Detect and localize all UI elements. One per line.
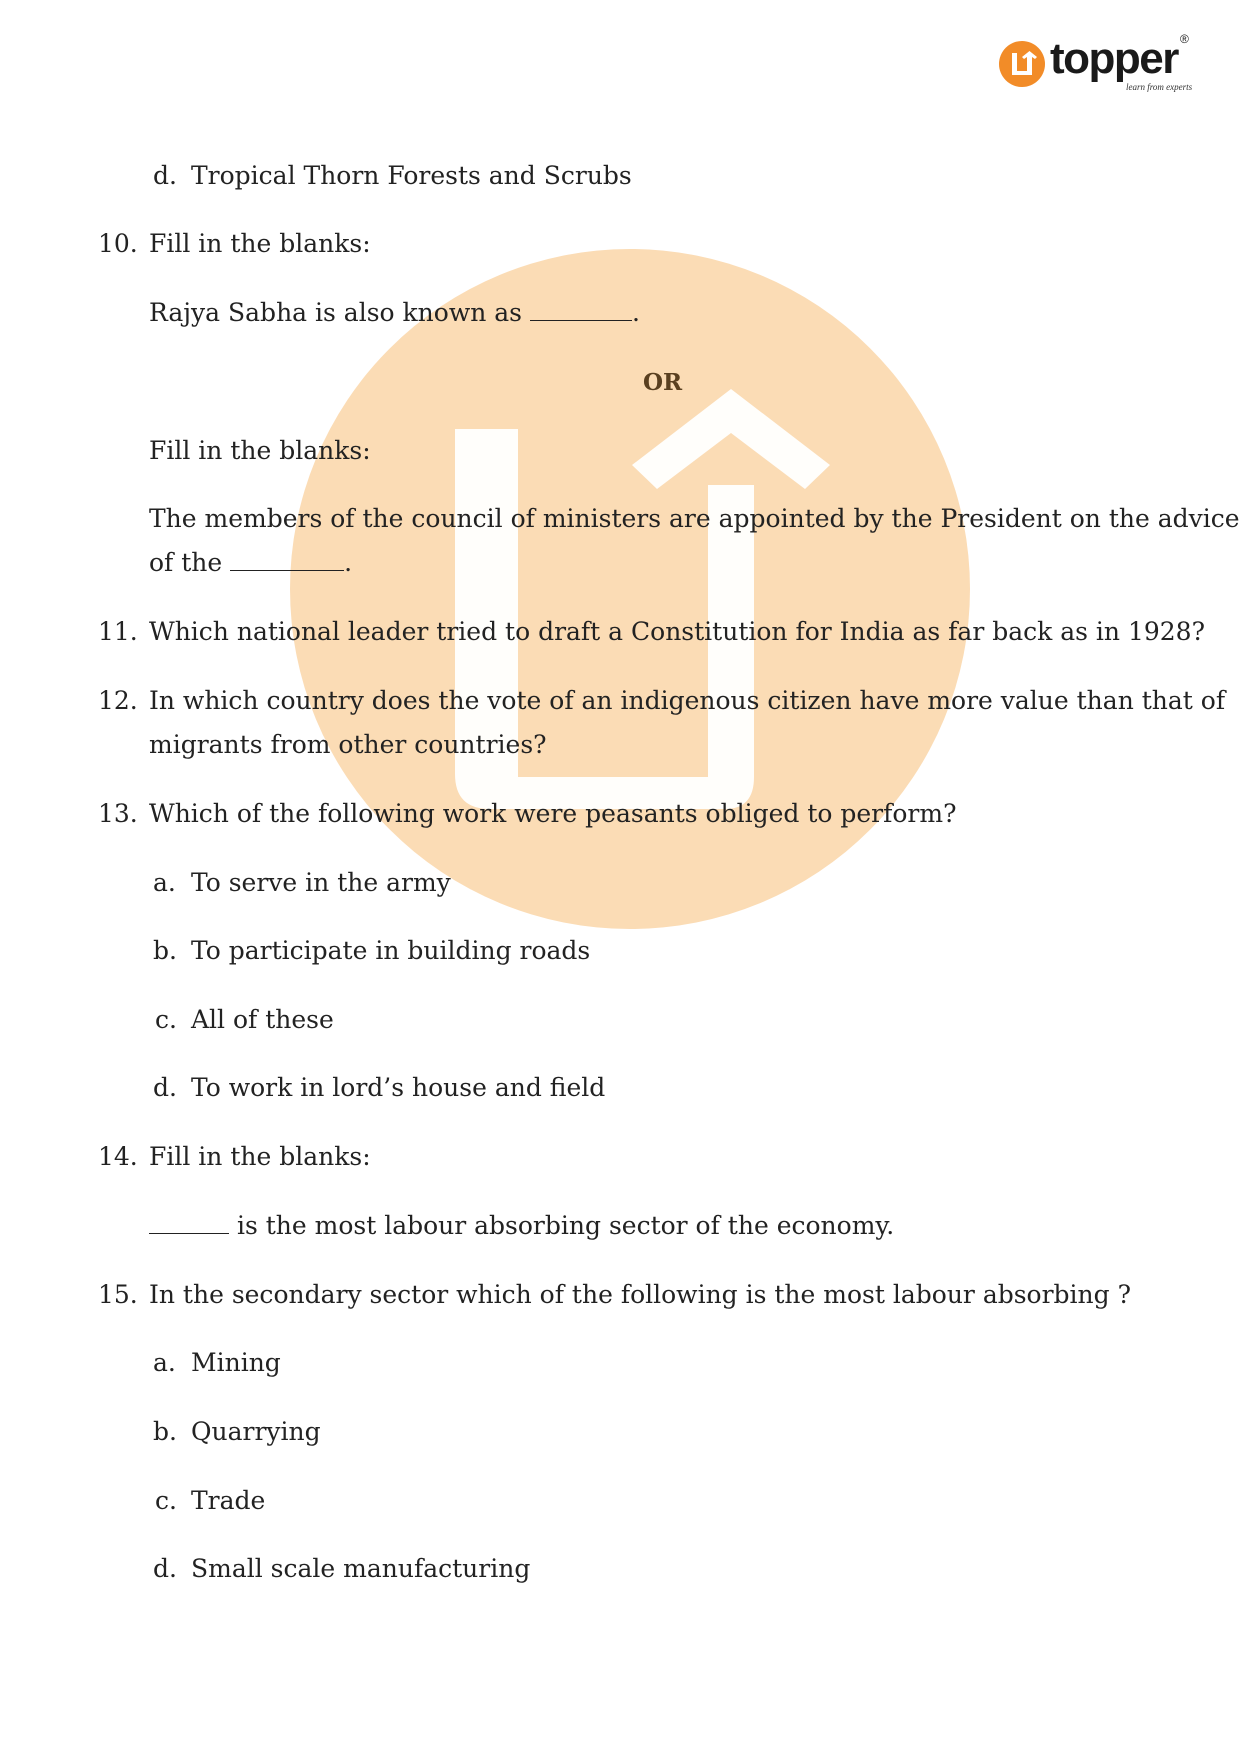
sentence-text: Rajya Sabha is also known as bbox=[149, 298, 522, 327]
question-text: In which country does the vote of an indigenous citizen have more value than that of bbox=[149, 686, 1226, 715]
option-text: Small scale manufacturing bbox=[191, 1554, 531, 1583]
question-number: 14. bbox=[98, 1142, 138, 1171]
option-letter: d. bbox=[153, 161, 177, 190]
sentence-text: is the most labour absorbing sector of the economy. bbox=[236, 1211, 895, 1240]
question-text: In the secondary sector which of the following is the most labour absorbing ? bbox=[149, 1280, 1132, 1309]
option-letter: d. bbox=[153, 1073, 177, 1102]
option-letter: c. bbox=[155, 1005, 177, 1034]
option-letter: d. bbox=[153, 1554, 177, 1583]
question-prompt: Fill in the blanks: bbox=[149, 1142, 371, 1171]
option-text: To participate in building roads bbox=[191, 936, 591, 965]
option-letter: b. bbox=[153, 1417, 177, 1446]
option-text: Trade bbox=[191, 1486, 266, 1515]
question-sentence bbox=[149, 1210, 894, 1242]
option-letter: a. bbox=[153, 868, 176, 897]
option-letter: c. bbox=[155, 1486, 177, 1515]
option-text: Quarrying bbox=[191, 1417, 321, 1446]
question-number: 12. bbox=[98, 686, 138, 715]
option-text: To serve in the army bbox=[191, 868, 451, 897]
question-number: 10. bbox=[98, 229, 138, 258]
option-text: Tropical Thorn Forests and Scrubs bbox=[191, 161, 632, 190]
topper-logo bbox=[998, 32, 1196, 96]
option-text: To work in lord’s house and field bbox=[191, 1073, 606, 1102]
question-text: Which of the following work were peasants obliged to perform? bbox=[149, 799, 957, 828]
sentence-text: of the bbox=[149, 548, 223, 577]
question-prompt: Fill in the blanks: bbox=[149, 436, 371, 465]
question-text-continued bbox=[149, 547, 352, 579]
option-text: All of these bbox=[191, 1005, 334, 1034]
answer-blank bbox=[530, 319, 632, 321]
question-text-continued: migrants from other countries? bbox=[149, 730, 547, 759]
question-prompt: Fill in the blanks: bbox=[149, 229, 371, 258]
question-number: 13. bbox=[98, 799, 138, 828]
topper-logo-icon bbox=[998, 40, 1046, 88]
answer-blank bbox=[230, 569, 344, 571]
option-letter: b. bbox=[153, 936, 177, 965]
registered-mark: ® bbox=[1180, 32, 1189, 46]
sentence-end: . bbox=[631, 298, 640, 327]
question-sentence bbox=[149, 297, 640, 329]
or-separator: OR bbox=[643, 369, 683, 396]
question-number: 11. bbox=[98, 617, 138, 646]
topper-tagline: learn from experts bbox=[1126, 82, 1193, 92]
question-number: 15. bbox=[98, 1280, 138, 1309]
question-text: Which national leader tried to draft a Constitution for India as far back as in 1928? bbox=[149, 617, 1205, 646]
question-text: The members of the council of ministers are appointed by the President on the advice bbox=[149, 504, 1240, 533]
sentence-end: . bbox=[344, 548, 353, 577]
option-text: Mining bbox=[191, 1348, 281, 1377]
option-letter: a. bbox=[153, 1348, 176, 1377]
answer-blank bbox=[149, 1232, 229, 1234]
topper-logo-text: topper bbox=[1050, 34, 1178, 83]
